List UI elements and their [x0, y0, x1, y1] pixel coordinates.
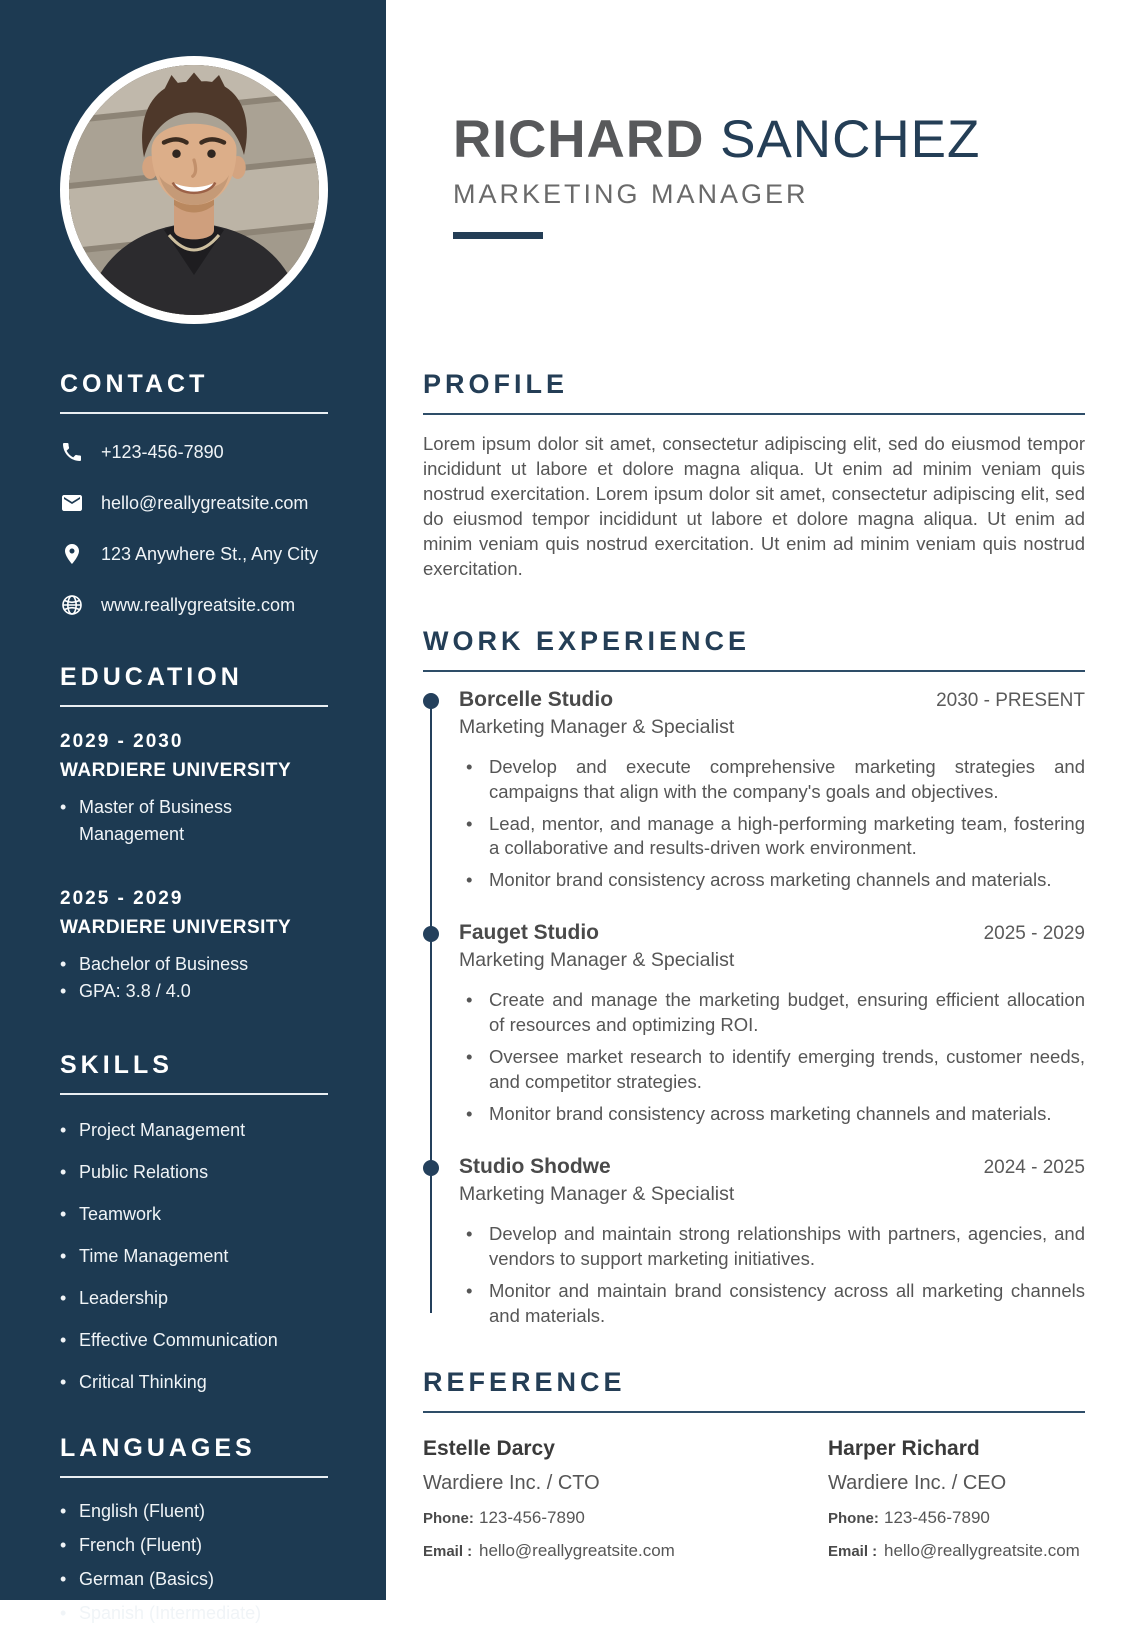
education-years: 2025 - 2029: [60, 888, 184, 909]
timeline-dot: [423, 693, 439, 709]
education-years: 2029 - 2030: [60, 731, 184, 752]
education-degree: • Master of Business Management: [60, 794, 328, 848]
skill-item: • Leadership: [60, 1285, 328, 1312]
job-bullet: • Monitor brand consistency across marketing channels and materials.: [459, 1102, 1085, 1127]
job-dates: 2030 - PRESENT: [936, 689, 1085, 711]
skill-item: • Critical Thinking: [60, 1369, 328, 1396]
contact-item-address: [60, 542, 328, 566]
reference-email-label: Email :: [828, 1543, 878, 1561]
job-role: Marketing Manager & Specialist: [459, 949, 735, 972]
reference-phone-label: Phone:: [828, 1510, 879, 1528]
skill-item: • Teamwork: [60, 1201, 328, 1228]
job-role: Marketing Manager & Specialist: [459, 715, 735, 738]
job-bullet: • Oversee market research to identify emerging trends, customer needs, and competitor strategies.: [459, 1045, 1085, 1095]
skill-item: • Public Relations: [60, 1159, 328, 1186]
job-company: Borcelle Studio: [459, 687, 614, 711]
reference-email-label: Email :: [423, 1543, 473, 1561]
contact-phone: +123-456-7890: [101, 441, 224, 462]
job-role: Marketing Manager & Specialist: [459, 1183, 735, 1206]
skills-title: SKILLS: [60, 1051, 328, 1095]
education-entry: [60, 731, 328, 848]
profile-title: PROFILE: [423, 369, 1085, 415]
contact-email: hello@reallygreatsite.com: [101, 492, 309, 513]
first-name: RICHARD: [453, 110, 705, 169]
profile-section: [423, 369, 1085, 582]
job-dates: 2025 - 2029: [983, 923, 1085, 945]
job-bullet: • Develop and execute comprehensive marketing strategies and campaigns that align with the company's goals and objectives.: [459, 755, 1085, 805]
reference-phone: 123-456-7890: [479, 1508, 585, 1528]
reference-entry: [423, 1419, 828, 1561]
profile-photo-illustration: [69, 65, 319, 315]
education-section: [60, 663, 328, 1005]
job-bullet: • Monitor and maintain brand consistency across all marketing channels and materials.: [459, 1279, 1085, 1329]
job-company: Fauget Studio: [459, 921, 599, 945]
profile-text: Lorem ipsum dolor sit amet, consectetur adipiscing elit, sed do eiusmod tempor incididunt ut labore et dolore magna aliqua. Ut enim ad minim veniam quis nostrud exercitation. Lorem ipsum dolor sit amet, consectetur adipiscing elit, sed do eiusmod tempor incididunt ut labore et dolore magna aliqua. Ut enim ad minim veniam quis nostrud exercitation. Ut enim ad minim veniam quis nostrud exercitation.: [423, 432, 1085, 580]
reference-company-role: Wardiere Inc. / CEO: [828, 1472, 1007, 1495]
job-bullet: • Monitor brand consistency across marketing channels and materials.: [459, 868, 1085, 893]
reference-email: hello@reallygreatsite.com: [884, 1541, 1080, 1561]
timeline-line: [430, 697, 432, 1314]
language-item: • Spanish (Intermediate): [60, 1600, 328, 1627]
language-item: • German (Basics): [60, 1566, 328, 1593]
job-bullet: • Create and manage the marketing budget, ensuring efficient allocation of resources and optimizing ROI.: [459, 988, 1085, 1038]
languages-title: LANGUAGES: [60, 1434, 328, 1478]
job-bullet: • Develop and maintain strong relationships with partners, agencies, and vendors to support marketing initiatives.: [459, 1222, 1085, 1272]
reference-email: hello@reallygreatsite.com: [479, 1541, 675, 1561]
title-accent-bar: [453, 232, 543, 239]
phone-icon: [60, 440, 84, 464]
language-item: • English (Fluent): [60, 1498, 328, 1525]
job-entry: [459, 688, 1085, 894]
person-name: [453, 112, 1085, 168]
reference-section: [423, 1367, 1085, 1561]
job-entry: [459, 921, 1085, 1127]
reference-company-role: Wardiere Inc. / CTO: [423, 1472, 600, 1495]
job-company: Studio Shodwe: [459, 1155, 611, 1179]
globe-icon: [60, 593, 84, 617]
email-icon: [60, 491, 84, 515]
education-entry: [60, 888, 328, 1005]
education-school: WARDIERE UNIVERSITY: [60, 917, 292, 938]
reference-phone-label: Phone:: [423, 1510, 474, 1528]
skills-section: [60, 1051, 328, 1396]
experience-section: [423, 626, 1085, 1330]
contact-item-phone: [60, 440, 328, 464]
education-degree: • Bachelor of Business: [60, 951, 328, 978]
skill-item: • Time Management: [60, 1243, 328, 1270]
job-dates: 2024 - 2025: [983, 1157, 1085, 1179]
last-name: SANCHEZ: [720, 110, 981, 169]
skill-item: • Project Management: [60, 1117, 328, 1144]
contact-section: [60, 370, 328, 617]
skill-item: • Effective Communication: [60, 1327, 328, 1354]
profile-photo: [60, 56, 328, 324]
timeline-dot: [423, 1160, 439, 1176]
experience-title: WORK EXPERIENCE: [423, 626, 1085, 672]
contact-website: www.reallygreatsite.com: [101, 594, 296, 615]
job-bullet: • Lead, mentor, and manage a high-performing marketing team, fostering a collaborative and results-driven work environment.: [459, 812, 1085, 862]
language-item: • French (Fluent): [60, 1532, 328, 1559]
timeline-dot: [423, 926, 439, 942]
job-entry: [459, 1155, 1085, 1329]
reference-name: Harper Richard: [828, 1437, 980, 1461]
reference-name: Estelle Darcy: [423, 1437, 555, 1461]
experience-timeline: [423, 688, 1085, 1330]
reference-phone: 123-456-7890: [884, 1508, 990, 1528]
sidebar: [0, 0, 386, 1623]
education-title: EDUCATION: [60, 663, 328, 707]
reference-entry: [828, 1419, 1085, 1561]
contact-address: 123 Anywhere St., Any City: [101, 543, 319, 564]
contact-item-website: [60, 593, 328, 617]
contact-title: CONTACT: [60, 370, 328, 414]
header: [453, 112, 1085, 239]
main-content: [386, 0, 1131, 1600]
languages-section: [60, 1434, 328, 1627]
person-job-title: MARKETING MANAGER: [453, 178, 809, 209]
education-gpa: • GPA: 3.8 / 4.0: [60, 978, 328, 1005]
contact-item-email: [60, 491, 328, 515]
education-school: WARDIERE UNIVERSITY: [60, 760, 292, 781]
location-icon: [60, 542, 84, 566]
reference-title: REFERENCE: [423, 1367, 1085, 1413]
